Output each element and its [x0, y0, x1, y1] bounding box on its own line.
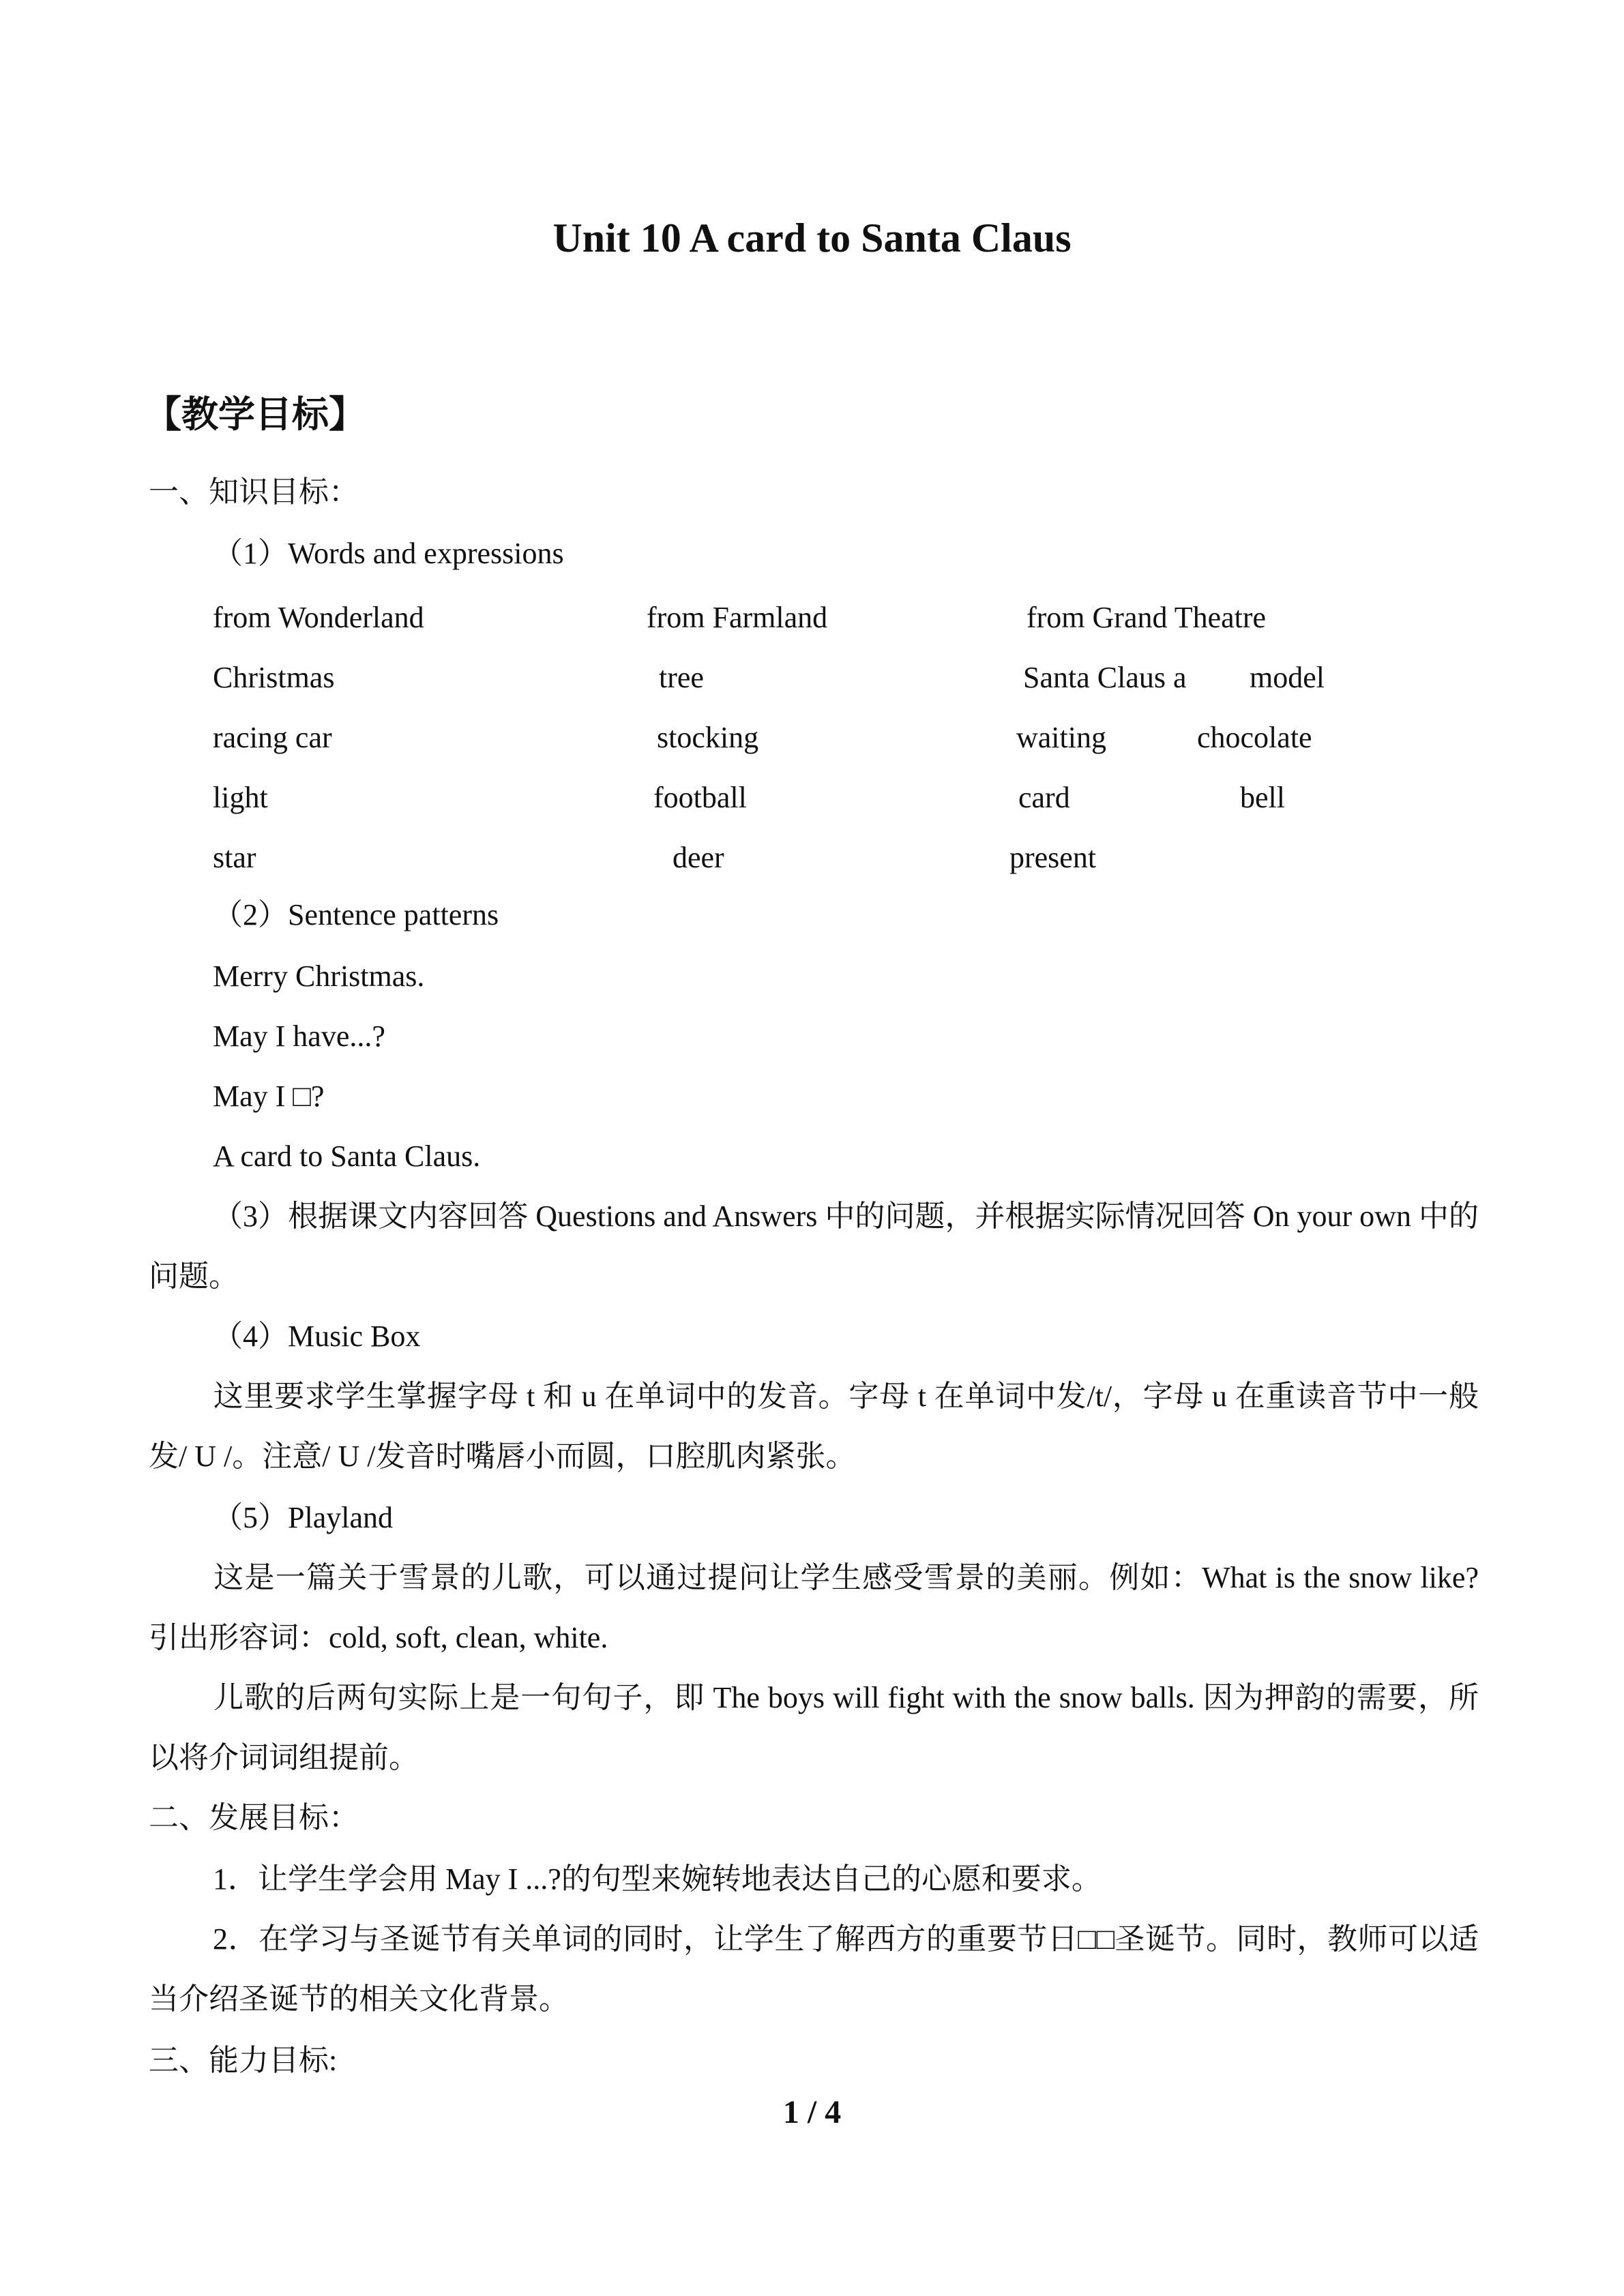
part2-heading: 二、发展目标： — [149, 1801, 359, 1834]
sub3-text: （3）根据课文内容回答 Questions and Answers 中的问题，并根据实际情况回答 On your own 中的问题。 — [149, 1199, 1479, 1293]
sub5-text-2: 儿歌的后两句实际上是一句句子，即 The boys will fight with the snow balls. 因为押韵的需要，所以将介词词组提前。 — [149, 1681, 1479, 1774]
sub1-heading: （1）Words and expressions — [213, 537, 564, 570]
sub2-heading: （2）Sentence patterns — [213, 898, 499, 931]
sentence-line: Merry Christmas. — [213, 959, 425, 993]
word-cell: chocolate — [1197, 721, 1312, 754]
sentence-line: May I □? — [213, 1079, 325, 1113]
part2-item-2-paragraph — [149, 1909, 1479, 2029]
sub5-paragraph-2 — [149, 1668, 1479, 1788]
word-cell: from Farmland — [647, 601, 828, 634]
document-title: Unit 10 A card to Santa Claus — [552, 215, 1072, 260]
word-cell: Santa Claus a — [1023, 661, 1187, 694]
word-cell: Christmas — [213, 661, 335, 694]
word-cell: football — [653, 781, 747, 814]
word-cell: star — [213, 841, 256, 874]
part3-heading: 三、能力目标: — [149, 2044, 338, 2077]
part2-item-2: 2．在学习与圣诞节有关单词的同时，让学生了解西方的重要节日□□圣诞节。同时，教师可以适当介绍圣诞节的相关文化背景。 — [149, 1922, 1479, 2016]
word-cell: tree — [659, 661, 704, 694]
word-cell: from Wonderland — [213, 601, 424, 634]
sub4-paragraph — [149, 1367, 1479, 1487]
page-number: 1 / 4 — [782, 2094, 842, 2130]
sentence-line: A card to Santa Claus. — [213, 1139, 481, 1173]
word-cell: model — [1250, 661, 1325, 694]
section-heading: 【教学目标】 — [145, 393, 366, 436]
sub4-text: 这里要求学生掌握字母 t 和 u 在单词中的发音。字母 t 在单词中发/t/，字母 u 在重读音节中一般发/ U /。注意/ U /发音时嘴唇小而圆，口腔肌肉紧张。 — [149, 1380, 1479, 1473]
part2-item-1: 1．让学生学会用 May I ...?的句型来婉转地表达自己的心愿和要求。 — [213, 1862, 1102, 1896]
part1-heading: 一、知识目标： — [149, 475, 359, 509]
word-cell: stocking — [657, 721, 759, 754]
word-cell: deer — [673, 841, 724, 874]
word-cell: waiting — [1016, 721, 1106, 754]
word-cell: from Grand Theatre — [1027, 601, 1267, 634]
word-cell: bell — [1240, 781, 1285, 814]
sub5-heading: （5）Playland — [213, 1501, 393, 1534]
sub3-paragraph — [149, 1187, 1479, 1307]
word-cell: card — [1018, 781, 1070, 814]
word-cell: light — [213, 781, 268, 814]
word-cell: present — [1009, 841, 1097, 874]
sentence-line: May I have...? — [213, 1019, 385, 1053]
sub5-text-1: 这是一篇关于雪景的儿歌，可以通过提问让学生感受雪景的美丽。例如：What is the snow like? 引出形容词：cold, soft, clean, white. — [149, 1561, 1479, 1654]
sub4-heading: （4）Music Box — [213, 1320, 421, 1353]
word-cell: racing car — [213, 721, 332, 754]
sub5-paragraph-1 — [149, 1548, 1479, 1668]
